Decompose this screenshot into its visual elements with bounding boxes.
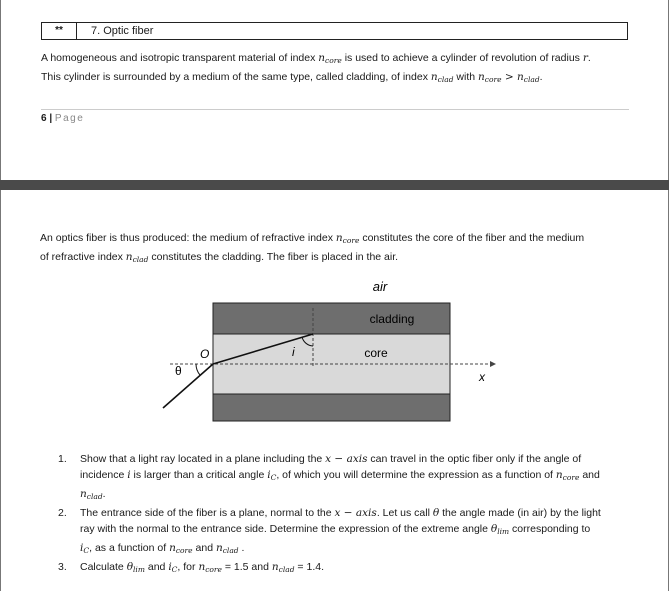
incident-ray — [163, 364, 213, 408]
question-2: 2. The entrance side of the fiber is a plane, normal to the x − axis. Let us call θ the angle made (in air) by the light ray with the normal to the entrance side. Determine the expression of the extreme angle $\theta_{lim}$ corresponding to $i_C$, as a function of $n_{core}$ and $n_{clad}$ . — [58, 507, 601, 555]
incidence-label: i — [292, 345, 295, 359]
cladding-bottom — [213, 394, 450, 421]
air-label: air — [372, 279, 388, 294]
x-axis-arrow-icon — [490, 361, 496, 367]
fiber-line-2: of refractive index $n_{clad}$ constitutes the cladding. The fiber is placed in the air. — [40, 251, 399, 264]
intro-line-2: This cylinder is surrounded by a medium of the same type, called cladding, of index $n_{clad}$ with $n_{core} > n_{clad}$. — [41, 71, 543, 84]
fiber-line-1: An optics fiber is thus produced: the medium of refractive index $n_{core}$ constitutes the core of the fiber and the medium — [40, 232, 585, 245]
origin-label: O — [200, 347, 210, 361]
question-list — [58, 451, 630, 578]
cladding-label: cladding — [369, 312, 415, 326]
intro-line-1: A homogeneous and isotropic transparent material of index $n_{core}$ is used to achieve a cylinder of revolution of radius r. — [41, 52, 591, 65]
question-3: 3. Calculate $\theta_{lim}$ and $i_C$, for $n_{core} = 1.5$ and $n_{clad} = 1.4$. — [58, 561, 324, 574]
difficulty-stars: ** — [42, 23, 77, 39]
theta-arc — [196, 364, 200, 375]
page-label: Page — [54, 113, 85, 124]
x-axis-label: x — [479, 370, 485, 384]
core-label: core — [364, 346, 388, 360]
cladding-top — [213, 303, 450, 334]
question-1: 1. Show that a light ray located in a plane including the x − axis can travel in the optic fiber only if the angle of incidence i is larger than a critical angle $i_C$, of which you will determine the expression as a function of $n_{core}$ and $n_{clad}$. — [58, 453, 600, 501]
theta-label: θ — [175, 364, 182, 378]
exercise-title: 7. Optic fiber — [91, 25, 154, 37]
page-number: 6 | — [41, 113, 53, 124]
